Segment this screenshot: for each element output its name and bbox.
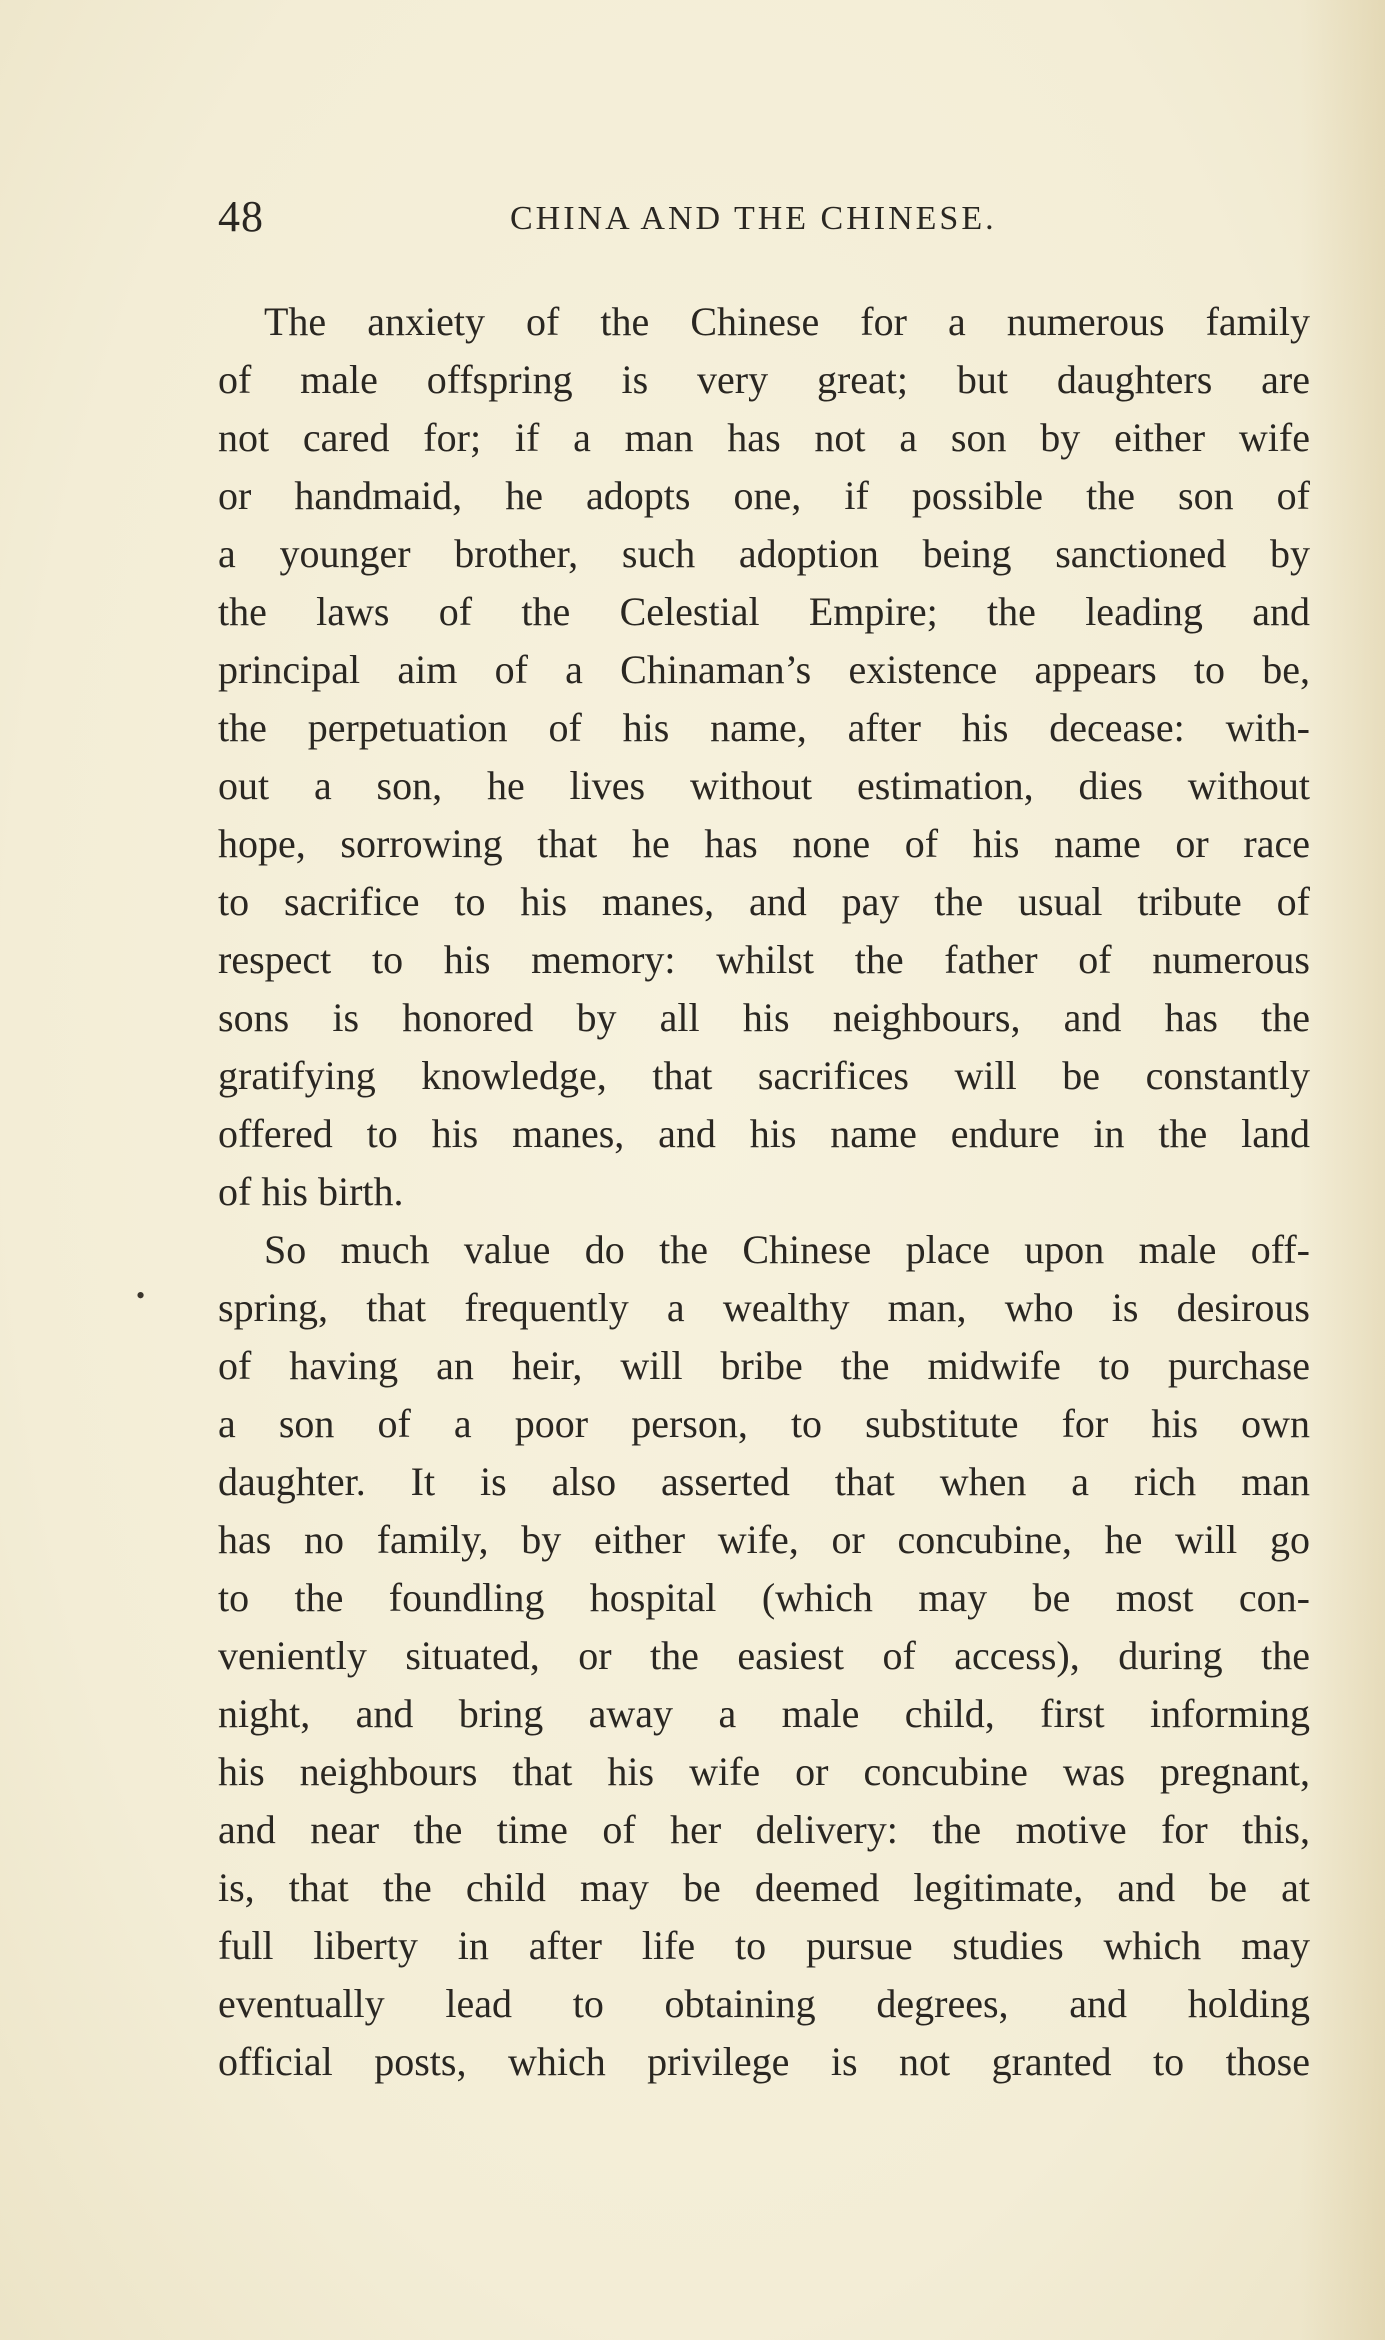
text-line: is, that the child may be deemed legitimate, and be at bbox=[218, 1865, 1310, 1910]
page-header bbox=[218, 192, 1310, 242]
text-line: the perpetuation of his name, after his decease: with- bbox=[218, 705, 1310, 750]
text-line: a younger brother, such adoption being sanctioned by bbox=[218, 531, 1310, 576]
text-line: eventually lead to obtaining degrees, and holding bbox=[218, 1981, 1310, 2026]
text-line: to the foundling hospital (which may be most con- bbox=[218, 1575, 1310, 1620]
text-line: and near the time of her delivery: the motive for this, bbox=[218, 1807, 1310, 1852]
text-line: to sacrifice to his manes, and pay the usual tribute of bbox=[218, 879, 1310, 924]
text-line: not cared for; if a man has not a son by either wife bbox=[218, 415, 1310, 460]
text-line: The anxiety of the Chinese for a numerous family bbox=[264, 299, 1310, 344]
text-line: principal aim of a Chinaman’s existence appears to be, bbox=[218, 647, 1310, 692]
text-line: full liberty in after life to pursue studies which may bbox=[218, 1923, 1310, 1968]
paragraph-1 bbox=[218, 293, 1310, 1221]
text-line: the laws of the Celestial Empire; the leading and bbox=[218, 589, 1310, 634]
text-line: respect to his memory: whilst the father of numerous bbox=[218, 937, 1310, 982]
text-line: gratifying knowledge, that sacrifices will be constantly bbox=[218, 1053, 1310, 1098]
text-line: So much value do the Chinese place upon male off- bbox=[264, 1227, 1310, 1272]
margin-mark: • bbox=[136, 1281, 146, 1310]
page-number: 48 bbox=[218, 192, 264, 241]
text-line: has no family, by either wife, or concubine, he will go bbox=[218, 1517, 1310, 1562]
text-line: offered to his manes, and his name endure in the land bbox=[218, 1111, 1310, 1156]
body-text bbox=[218, 293, 1310, 2091]
text-line: night, and bring away a male child, first informing bbox=[218, 1691, 1310, 1736]
text-line: out a son, he lives without estimation, dies without bbox=[218, 763, 1310, 808]
text-line: spring, that frequently a wealthy man, who is desirous bbox=[218, 1285, 1310, 1330]
text-line: official posts, which privilege is not granted to those bbox=[218, 2039, 1310, 2084]
text-line: or handmaid, he adopts one, if possible the son of bbox=[218, 473, 1310, 518]
text-line: a son of a poor person, to substitute for his own bbox=[218, 1401, 1310, 1446]
text-line: of male offspring is very great; but daughters are bbox=[218, 357, 1310, 402]
text-line: of his birth. bbox=[218, 1169, 404, 1214]
text-line: his neighbours that his wife or concubine was pregnant, bbox=[218, 1749, 1310, 1794]
paragraph-2 bbox=[218, 1221, 1310, 2091]
text-line: of having an heir, will bribe the midwife to purchase bbox=[218, 1343, 1310, 1388]
text-line: daughter. It is also asserted that when a rich man bbox=[218, 1459, 1310, 1504]
text-line: hope, sorrowing that he has none of his name or race bbox=[218, 821, 1310, 866]
text-line: veniently situated, or the easiest of access), during the bbox=[218, 1633, 1310, 1678]
running-head: CHINA AND THE CHINESE. bbox=[510, 200, 997, 237]
text-line: sons is honored by all his neighbours, and has the bbox=[218, 995, 1310, 1040]
